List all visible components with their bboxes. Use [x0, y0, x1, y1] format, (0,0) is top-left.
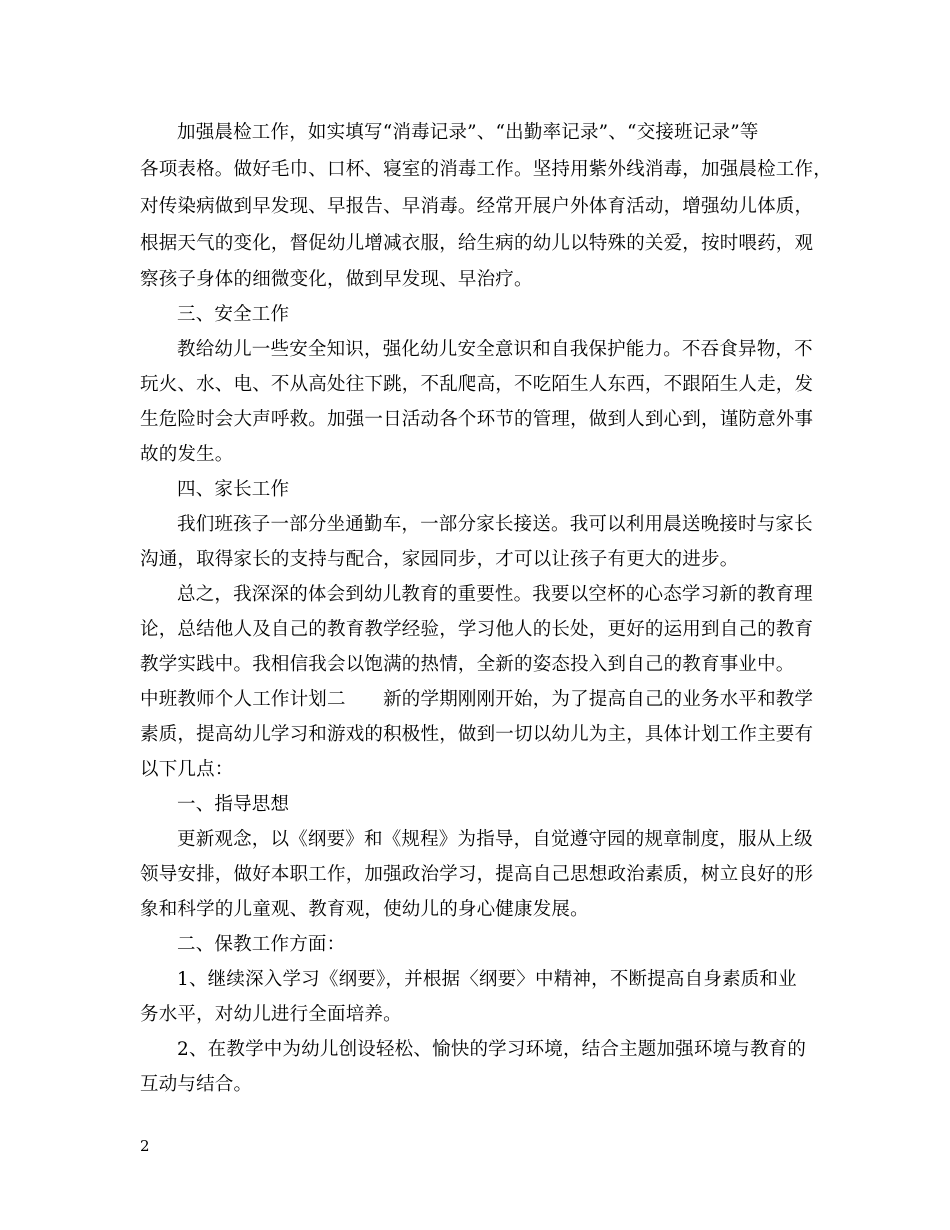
section-heading: 二、保教工作方面：	[177, 934, 346, 955]
text-line: 更新观念，以《纲要》和《规程》为指导，自觉遵守园的规章制度，服从上级	[177, 829, 813, 850]
text-line: 玩火、水、电、不从高处往下跳，不乱爬高，不吃陌生人东西，不跟陌生人走，发	[140, 374, 814, 395]
text-line: 察孩子身体的细微变化，做到早发现、早治疗。	[140, 269, 533, 290]
section-title-line: 中班教师个人工作计划二 新的学期刚刚开始，为了提高自己的业务水平和教学	[140, 689, 814, 710]
text-line: 互动与结合。	[140, 1074, 253, 1095]
text-line: 加强晨检工作，如实填写“消毒记录”、“出勤率记录”、“交接班记录”等	[177, 122, 759, 143]
text-line: 教给幼儿一些安全知识，强化幼儿安全意识和自我保护能力。不吞食异物，不	[177, 339, 813, 360]
text-line: 务水平，对幼儿进行全面培养。	[140, 1004, 402, 1025]
section-heading: 四、家长工作	[177, 479, 290, 500]
text-line: 以下几点：	[140, 759, 234, 780]
text-line: 1、继续深入学习《纲要》，并根据〈纲要〉中精神，不断提高自身素质和业	[177, 969, 797, 990]
text-line: 素质，提高幼儿学习和游戏的积极性，做到一切以幼儿为主，具体计划工作主要有	[140, 724, 814, 745]
text-line: 故的发生。	[140, 444, 234, 465]
text-line: 根据天气的变化，督促幼儿增减衣服，给生病的幼儿以特殊的关爱，按时喂药，观	[140, 233, 814, 254]
text-line: 各项表格。做好毛巾、口杯、寝室的消毒工作。坚持用紫外线消毒，加强晨检工作，	[140, 159, 832, 180]
section-heading: 一、指导思想	[177, 794, 290, 815]
text-line: 象和科学的儿童观、教育观，使幼儿的身心健康发展。	[140, 899, 589, 920]
text-line: 论，总结他人及自己的教育教学经验，学习他人的长处，更好的运用到自己的教育	[140, 619, 814, 640]
page-number: 2	[140, 1137, 150, 1155]
text-line: 对传染病做到早发现、早报告、早消毒。经常开展户外体育活动，增强幼儿体质，	[140, 196, 814, 217]
text-line: 生危险时会大声呼救。加强一日活动各个环节的管理，做到人到心到，谨防意外事	[140, 409, 814, 430]
text-line: 总之，我深深的体会到幼儿教育的重要性。我要以空杯的心态学习新的教育理	[177, 584, 813, 605]
section-heading: 三、安全工作	[177, 304, 290, 325]
text-line: 2、在教学中为幼儿创设轻松、愉快的学习环境，结合主题加强环境与教育的	[177, 1039, 807, 1060]
text-line: 沟通，取得家长的支持与配合，家园同步，才可以让孩子有更大的进步。	[140, 549, 739, 570]
text-line: 领导安排，做好本职工作，加强政治学习，提高自己思想政治素质，树立良好的形	[140, 864, 814, 885]
text-line: 教学实践中。我相信我会以饱满的热情，全新的姿态投入到自己的教育事业中。	[140, 654, 795, 675]
text-line: 我们班孩子一部分坐通勤车，一部分家长接送。我可以利用晨送晚接时与家长	[177, 514, 813, 535]
